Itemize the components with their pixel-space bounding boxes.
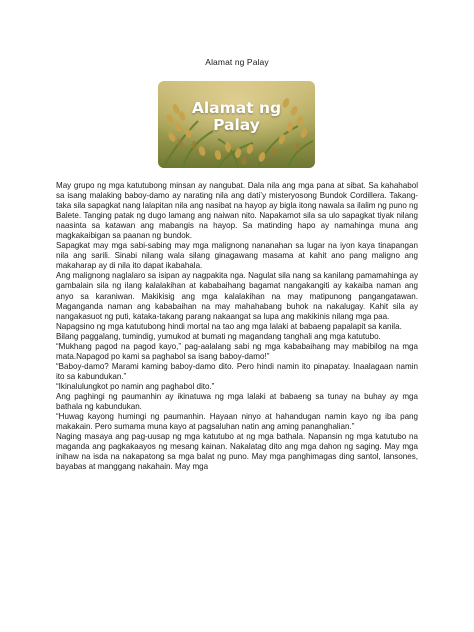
paragraph: May grupo ng mga katutubong minsan ay nangubat. Dala nila ang mga pana at sibat. Sa kahahabol sa isang malaking baboy-damo ay narating nila ang dati’y misteryosong Bundok Cordillera. Takang-taka sila sapagkat nang lalapitan nila ang nasibat na hayop ay bigla itong nawala sa ilalim ng puno ng Balete. Tanging patak ng dugo lamang ang naiwan nito. Napakamot sila sa ulo sapagkat tiyak nilang naasinta sa katawan ang mabangis na hayop. Sa matinding hapo ay namahinga muna ang magkakaibigan sa paanan ng bundok.: [56, 181, 418, 241]
paragraph: Naging masaya ang pag-uusap ng mga katutubo at ng mga bathala. Napansin ng mga katutubo na maganda ang pagkakaayos ng mesang kainan. Nakalatag dito ang mga dahon ng saging. May mga inihaw na isda na nakapatong sa mga balat ng puno. May mga panghimagas ding santol, lansones, bayabas at manggang nakahain. May mga: [56, 432, 418, 472]
hero-caption-line-1: Alamat ng: [191, 99, 282, 117]
hero-caption-line-2: Palay: [213, 116, 260, 134]
hero-image-rice-field: [158, 81, 315, 168]
paragraph: Bilang paggalang, tumindig, yumukod at bumati ng magandang tanghali ang mga katutubo.: [56, 331, 381, 341]
paragraph: Napagsino ng mga katutubong hindi mortal na tao ang mga lalaki at babaeng papalapit sa kanila.: [56, 321, 402, 331]
paragraph: “Mukhang pagod na pagod kayo,” pag-aalalang sabi ng mga kababaihang may mabibilog na mga mata.Napagod po kami sa paghabol sa isang baboy-damo!”: [56, 341, 418, 361]
document-body: [56, 181, 418, 472]
paragraph: Ang paghingi ng paumanhin ay ikinatuwa ng mga lalaki at babaeng sa tunay na buhay ay mga bathala ng kabundukan.: [56, 391, 418, 412]
hero-caption: [158, 100, 315, 134]
paragraph: “Huwag kayong humingi ng paumanhin. Hayaan ninyo at hahandugan namin kayo ng iba pang makakain. Pero sumama muna kayo at pagsaluhan natin ang aming pananghalian.”: [56, 412, 418, 432]
paragraph: “Baboy-damo? Marami kaming baboy-damo dito. Pero hindi namin ito pinapatay. Inaalagaan namin ito sa kabundukan.”: [56, 361, 418, 381]
paragraph: Ang malignong naglalaro sa isipan ay nagpakita nga. Nagulat sila nang sa kanilang pamamahinga ay gambalain sila ng ilang kalalakihan at kababaihang bagamat nangakangiti ay kakaiba naman ang anyo sa karaniwan. Makikisig ang mga kalalakihan na may matipunong pangangatawan. Maganganda naman ang kababaihan na may mahahabang buhok na nakalugay. Kahit sila ay nangakasuot ng puti, kataka-takang parang nakaangat sa lupa ang makikinis nilang mga paa.: [56, 271, 418, 321]
paragraph: “Ikinalulungkot po namin ang paghabol dito.”: [56, 381, 215, 391]
paragraph: Sapagkat may mga sabi-sabing may mga malignong nananahan sa lugar na iyon kaya tinapangan nila ang sarili. Sinabi nilang wala silang ginagawang masama at kahit ano pang maligno ang makaharap ay di nila ito dapat ikabahala.: [56, 241, 418, 271]
document-title: Alamat ng Palay: [205, 57, 269, 67]
